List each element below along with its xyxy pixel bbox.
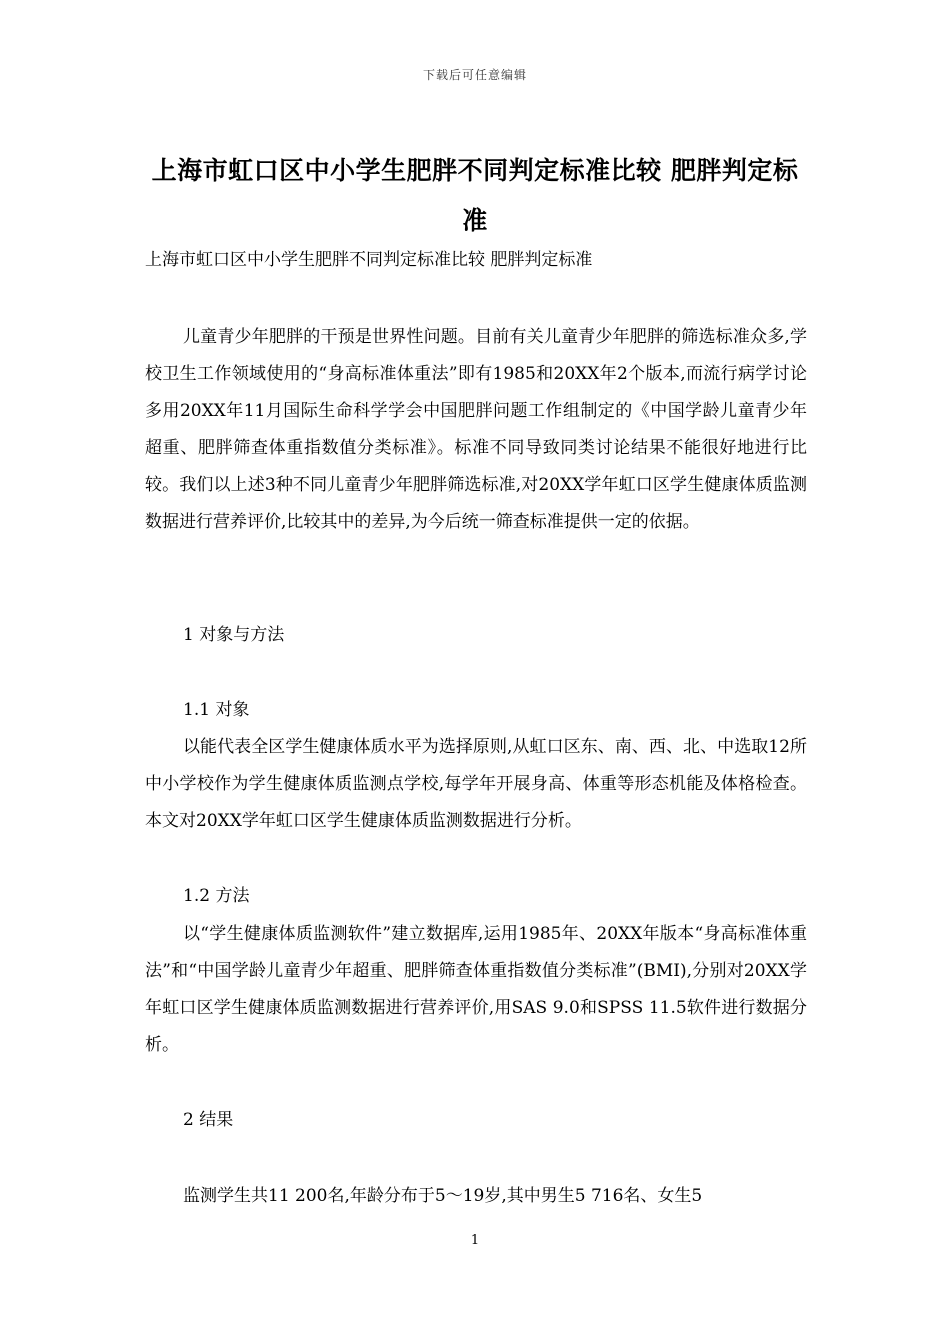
document-title: 上海市虹口区中小学生肥胖不同判定标准比较 肥胖判定标准 bbox=[151, 156, 799, 235]
section-2-paragraph: 监测学生共11 200名,年龄分布于5～19岁,其中男生5 716名、女生5 bbox=[183, 1186, 703, 1206]
header-note: 下载后可任意编辑 bbox=[422, 68, 527, 82]
section-1-2-heading: 1.2 方法 bbox=[183, 886, 250, 906]
section-1-heading: 1 对象与方法 bbox=[183, 625, 285, 645]
section-1-2-paragraph: 以“学生健康体质监测软件”建立数据库,运用1985年、20XX年版本“身高标准体重法”和“中国学龄儿童青少年超重、肥胖筛查体重指数值分类标准”(BMI),分别对20XX学年虹口区学生健康体质监测数据进行营养评价,用SAS 9.0和SPSS 11.5软件进行数据分析。 bbox=[145, 924, 807, 1055]
intro-paragraph: 儿童青少年肥胖的干预是世界性问题。目前有关儿童青少年肥胖的筛选标准众多,学校卫生工作领域使用的“身高标准体重法”即有1985和20XX年2个版本,而流行病学讨论多用20XX年11月国际生命科学学会中国肥胖问题工作组制定的《中国学龄儿童青少年超重、肥胖筛查体重指数值分类标准》。标准不同导致同类讨论结果不能很好地进行比较。我们以上述3种不同儿童青少年肥胖筛选标准,对20XX学年虹口区学生健康体质监测数据进行营养评价,比较其中的差异,为今后统一筛查标准提供一定的依据。 bbox=[145, 327, 807, 532]
page-number: 1 bbox=[470, 1233, 480, 1248]
section-1-1-paragraph: 以能代表全区学生健康体质水平为选择原则,从虹口区东、南、西、北、中选取12所中小学校作为学生健康体质监测点学校,每学年开展身高、体重等形态机能及体格检查。本文对20XX学年虹口区学生健康体质监测数据进行分析。 bbox=[145, 737, 807, 831]
section-2-heading: 2 结果 bbox=[183, 1110, 234, 1130]
document-subtitle: 上海市虹口区中小学生肥胖不同判定标准比较 肥胖判定标准 bbox=[145, 250, 593, 270]
section-1-1-heading: 1.1 对象 bbox=[183, 700, 250, 720]
